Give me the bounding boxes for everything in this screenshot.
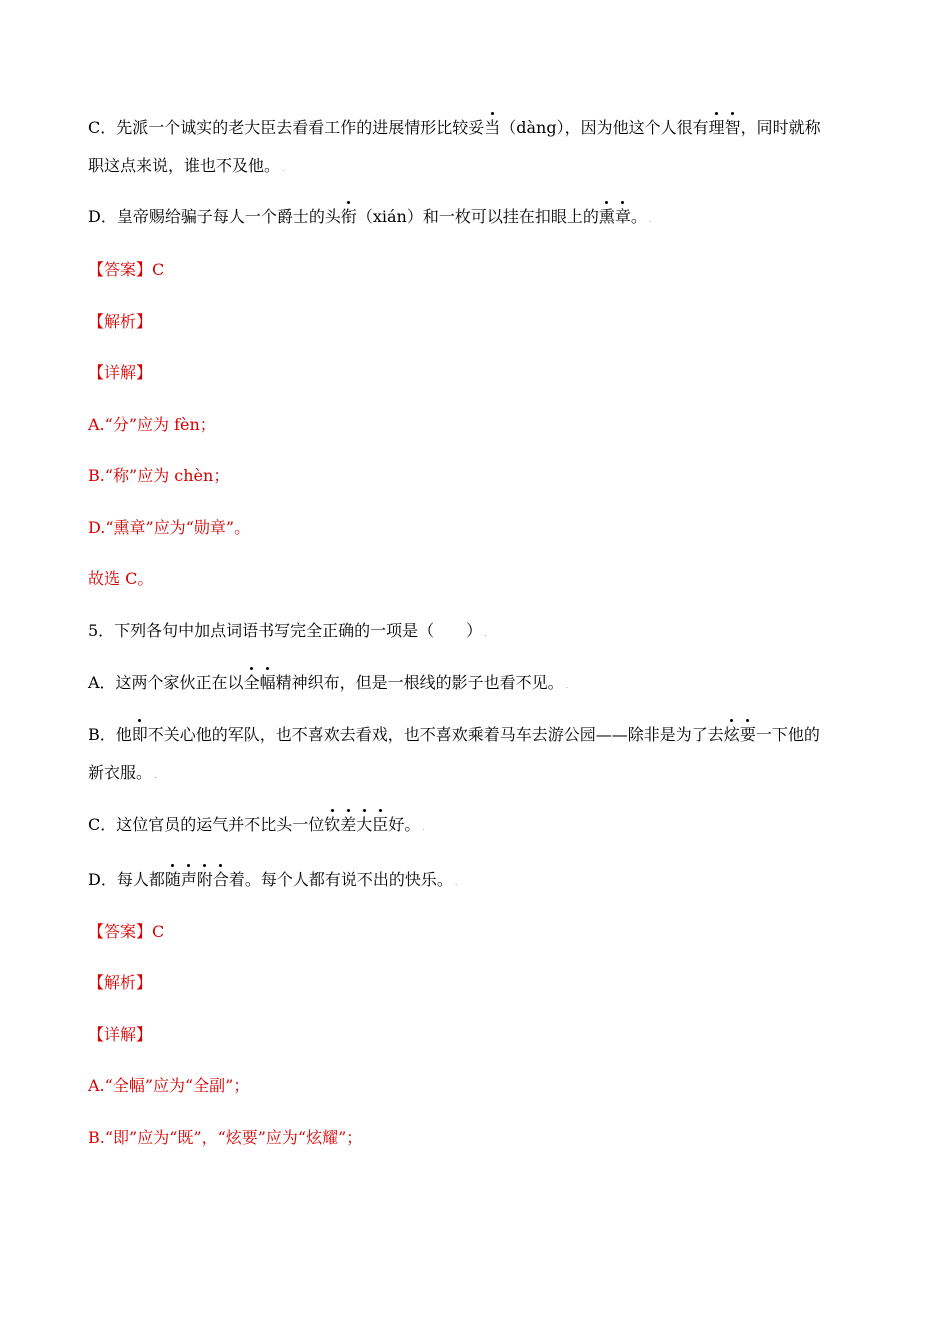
q4-option-d: D．皇帝赐给骗子每人一个爵士的头衔（xián）和一枚可以挂在扣眼上的熏章。 .	[88, 207, 652, 226]
emphasis-dot-char: 熏	[598, 207, 615, 226]
q4-conclusion: 故选 C。	[88, 569, 154, 588]
q5-answer: 【答案】C	[88, 922, 165, 941]
q5-option-b-line2: 新衣服。 .	[88, 763, 157, 782]
emphasis-dot-char: 合	[212, 870, 229, 889]
q4-detail-label: 【详解】	[88, 363, 153, 382]
emphasis-dot-char: 声	[180, 870, 197, 889]
emphasis-dot-char: 全	[243, 673, 260, 692]
emphasis-dot-char: 章	[614, 207, 631, 226]
q5-explanation-a: A.“全幅”应为“全副”；	[88, 1076, 250, 1095]
emphasis-dot-char: 衔	[340, 207, 357, 226]
emphasis-dot-char: 智	[724, 118, 741, 137]
q5-option-b-line1: B．他即不关心他的军队，也不喜欢去看戏，也不喜欢乘着马车去游公园——除非是为了去炫要一下他的	[88, 725, 820, 744]
emphasis-dot-char: 差	[340, 815, 357, 834]
emphasis-dot-char: 即	[131, 725, 148, 744]
emphasis-dot-char: 炫	[723, 725, 740, 744]
emphasis-dot-char: 当	[484, 118, 501, 137]
q4-option-c-line1: C．先派一个诚实的老大臣去看看工作的进展情形比较妥当（dàng），因为他这个人很有理智，同时就称	[88, 118, 821, 137]
q5-analysis-label: 【解析】	[88, 973, 153, 992]
q4-answer: 【答案】C	[88, 260, 165, 279]
q4-analysis-label: 【解析】	[88, 312, 153, 331]
emphasis-dot-char: 幅	[259, 673, 276, 692]
emphasis-dot-char: 钦	[324, 815, 341, 834]
q4-option-c-line2: 职这点来说，谁也不及他。 .	[88, 156, 285, 175]
q5-option-c: C．这位官员的运气并不比头一位钦差大臣好。 .	[88, 815, 425, 834]
q5-explanation-b: B.“即”应为“既”，“炫要”应为“炫耀”；	[88, 1128, 363, 1147]
emphasis-dot-char: 随	[164, 870, 181, 889]
emphasis-dot-char: 大	[356, 815, 373, 834]
q5-stem: 5．下列各句中加点词语书写完全正确的一项是（ ） .	[88, 621, 487, 640]
emphasis-dot-char: 要	[739, 725, 756, 744]
emphasis-dot-char: 理	[708, 118, 725, 137]
q4-explanation-d: D.“熏章”应为“勋章”。	[88, 518, 251, 537]
q4-explanation-a: A.“分”应为 fèn；	[88, 415, 216, 434]
q5-option-a: A．这两个家伙正在以全幅精神织布，但是一根线的影子也看不见。 .	[88, 673, 569, 692]
q5-option-d: D．每人都随声附合着。每个人都有说不出的快乐。 .	[88, 870, 458, 889]
emphasis-dot-char: 臣	[372, 815, 389, 834]
q5-detail-label: 【详解】	[88, 1025, 153, 1044]
q4-explanation-b: B.“称”应为 chèn；	[88, 466, 230, 485]
emphasis-dot-char: 附	[196, 870, 213, 889]
